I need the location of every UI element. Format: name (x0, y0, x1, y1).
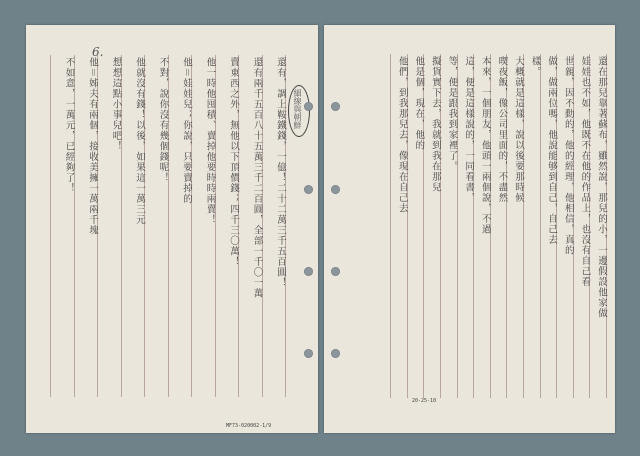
text-column (168, 55, 192, 397)
text-column (74, 55, 98, 397)
column-text: 他一時他囤積、賣掉他要時時兩賣！ (204, 57, 216, 225)
manuscript-grid-right (390, 54, 607, 398)
text-column (262, 55, 287, 397)
column-text: 不對，說你沒有幾個錢呢！ (157, 57, 169, 183)
column-text: 他＝姊夫有兩個，接收美擁一萬兩千塊 (87, 57, 98, 236)
column-text: 喫夜飯，像公司里面的，不盡然 (496, 56, 508, 203)
text-column (423, 54, 440, 398)
column-text: 不如意，一萬元，已經夠了！ (63, 57, 75, 194)
text-column (390, 54, 407, 398)
text-column (215, 55, 239, 397)
text-column (457, 54, 474, 398)
text-column (121, 55, 145, 397)
column-text: 大概就是這樣，說以後要那時候 (512, 56, 524, 203)
text-column (556, 54, 573, 398)
binding-hole (304, 185, 313, 194)
margin-note: 細線與朝鮮 (293, 89, 302, 129)
manuscript-grid-left (50, 55, 286, 397)
text-column (407, 54, 424, 398)
column-text: 他們，到我那兒去，像現在自己去 (396, 56, 408, 214)
binding-hole (304, 267, 313, 276)
text-column (440, 54, 457, 398)
column-text: 他＝娃娃兒；你說，只要賣掉的 (181, 57, 192, 205)
binding-hole (304, 102, 313, 111)
text-column (473, 54, 490, 398)
left-page (26, 25, 318, 433)
archive-code: 20-25-10 (412, 398, 437, 404)
column-text: 還有兩千五百八十五萬三千二百圓，全部一千〇一萬 (251, 57, 263, 299)
column-text: 這，便是這樣說的，一同看書， (463, 56, 475, 203)
column-text: 世親，因不動的，他的經理，他相信，真的 (562, 56, 574, 256)
text-column (144, 55, 168, 397)
text-column (589, 54, 607, 398)
text-column (50, 55, 74, 397)
column-text: 擬貨實下去，我就到我在那兒 (429, 56, 441, 193)
column-text: 他是個，現在，他的 (413, 56, 425, 151)
right-page (324, 25, 615, 433)
page-number: 6. (92, 45, 104, 59)
column-text: 樣。 (529, 56, 541, 77)
binding-hole (304, 349, 313, 358)
text-column (191, 55, 215, 397)
binding-hole (331, 349, 340, 358)
column-text: 想想這點小事兒吧！ (110, 57, 122, 152)
binding-hole (331, 267, 340, 276)
column-text: 賣東西之外，無他以下頂價錢；四千三〇萬！ (228, 57, 239, 267)
text-column (523, 54, 540, 398)
column-text: 娃娃也不如，他既不在他的作品上，也沒有自己看 (579, 56, 591, 287)
text-column (490, 54, 507, 398)
column-text: 還在那兒靠著蘇布，雖然說，那兒的小，一邊假設他家做 (596, 56, 607, 319)
archive-code: MF73-020002-1/9 (226, 423, 272, 429)
column-text: 還有，調上鞍鐵錢，一億！二十二萬三千五百圓！ (275, 57, 286, 288)
column-text: 本來，一個朋友，他頭一兩個說，不過 (479, 56, 491, 235)
column-text: 做，做兩位嗎，他說能够到自己，自己去 (546, 56, 558, 245)
text-column (238, 55, 262, 397)
text-column (540, 54, 557, 398)
text-column (97, 55, 121, 397)
text-column (506, 54, 523, 398)
binding-hole (331, 102, 340, 111)
text-column (573, 54, 590, 398)
column-text: 他就沒有錢！以後，如果這一萬三元 (134, 57, 145, 225)
column-text: 等，便是跟我到家裡了。 (446, 56, 458, 172)
binding-hole (331, 185, 340, 194)
